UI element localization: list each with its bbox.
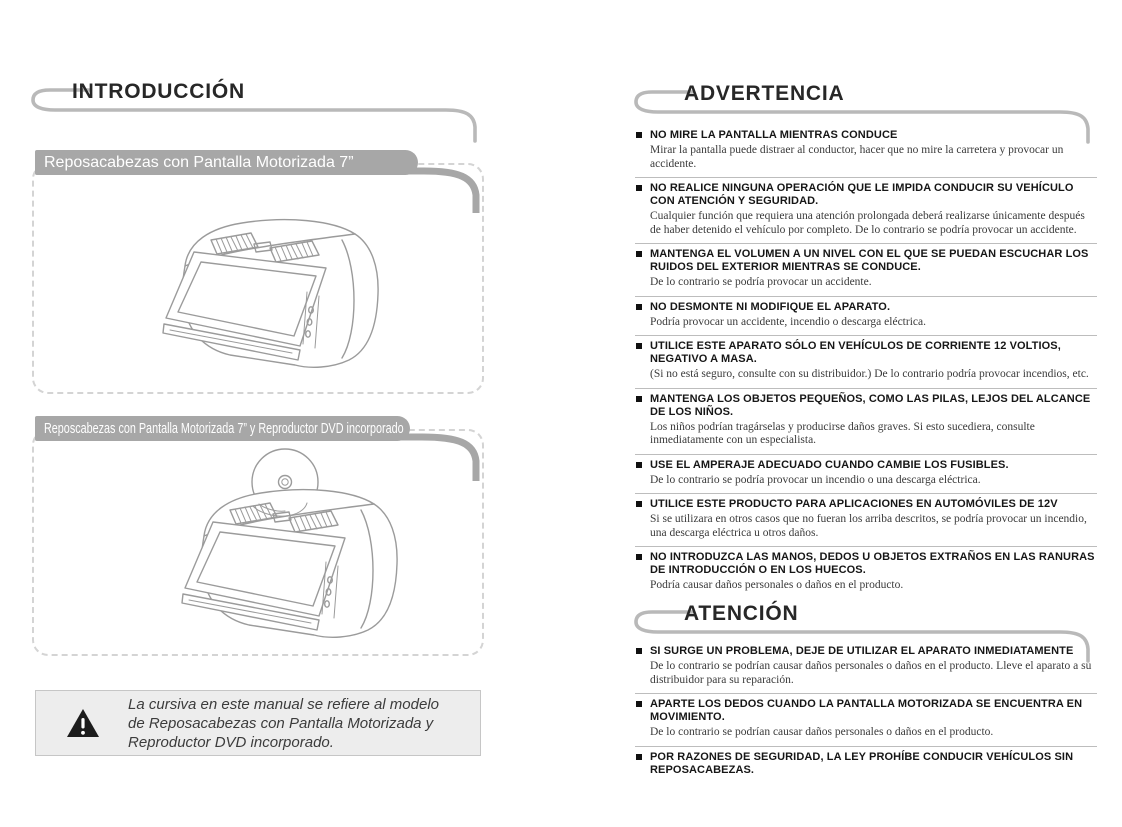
warning-item-heading: NO REALICE NINGUNA OPERACIÓN QUE LE IMPIDA CONDUCIR SU VEHÍCULO CON ATENCIÓN Y SEGURIDAD. (650, 182, 1074, 207)
bullet-square-icon (636, 396, 642, 402)
intro-section-title: INTRODUCCIÓN (72, 80, 245, 103)
warning-item-body: Cualquier función que requiera una atención prolongada deberá realizarse únicamente después de haber detenido el vehículo por completo. De lo contrario se podría provocar un accidente. (650, 210, 1085, 236)
bullet-square-icon (636, 185, 642, 191)
warning-item (635, 641, 1097, 694)
headrest-monitor-illustration (118, 192, 403, 387)
warning-item-heading: NO MIRE LA PANTALLA MIENTRAS CONDUCE (650, 129, 898, 141)
warning-item-heading: USE EL AMPERAJE ADECUADO CUANDO CAMBIE LOS FUSIBLES. (650, 458, 1009, 471)
bullet-square-icon (636, 251, 642, 257)
headrest-monitor-dvd-illustration (135, 438, 425, 650)
warning-item-body: Mirar la pantalla puede distraer al conductor, hacer que no mire la carretera y provocar un accidente. (650, 144, 1064, 170)
note-text: La cursiva en este manual se refiere al modelo de Reposacabezas con Pantalla Motorizada y Reproductor DVD incorporado. (128, 695, 440, 751)
warning-item-body: Si se utilizara en otros casos que no fueran los arriba descritos, se podría provocar un incendio, una descarga eléctrica u otros daños. (650, 513, 1087, 539)
warning-item (635, 178, 1097, 244)
bullet-square-icon (636, 754, 642, 760)
bullet-square-icon (636, 343, 642, 349)
warning-item (635, 547, 1097, 599)
atencion-warning-list (635, 641, 1097, 827)
product1-banner (35, 150, 418, 175)
warning-item-body: De lo contrario se podrían causar daños personales o daños en el producto. Lleve el aparato a su distribuidor para su reparación. (650, 660, 1092, 686)
warning-item (635, 336, 1097, 389)
warning-item-heading: UTILICE ESTE PRODUCTO PARA APLICACIONES EN AUTOMÓVILES DE 12V (650, 498, 1058, 510)
product2-banner-label: Reposcabezas con Pantalla Motorizada 7” y Reproductor DVD incorporado (44, 420, 404, 437)
atencion-section-title: ATENCIÓN (684, 602, 799, 625)
warning-item (635, 389, 1097, 455)
warning-item-heading: MANTENGA EL VOLUMEN A UN NIVEL CON EL QUE SE PUEDAN ESCUCHAR LOS RUIDOS DEL EXTERIOR MIENTRAS SE CONDUCE. (650, 248, 1089, 273)
warning-item (635, 747, 1097, 783)
warning-item-body: Los niños podrían tragárselas y producirse daños graves. Si esto sucediera, consulte inmediatamente con un especialista. (650, 420, 1035, 446)
product2-banner (35, 416, 410, 441)
warning-item-heading: NO INTRODUZCA LAS MANOS, DEDOS U OBJETOS EXTRAÑOS EN LAS RANURAS DE INTRODUCCIÓN O EN LOS HUECOS. (650, 551, 1095, 576)
italics-note-box (35, 690, 481, 756)
warning-item-heading: UTILICE ESTE APARATO SÓLO EN VEHÍCULOS DE CORRIENTE 12 VOLTIOS, NEGATIVO A MASA. (650, 340, 1061, 365)
bullet-square-icon (636, 701, 642, 707)
bullet-square-icon (636, 462, 642, 468)
warning-item-body: Podría causar daños personales o daños en el producto. (650, 579, 904, 591)
warning-item (635, 125, 1097, 178)
warning-item (635, 694, 1097, 747)
warning-item-heading: MANTENGA LOS OBJETOS PEQUEÑOS, COMO LAS PILAS, LEJOS DEL ALCANCE DE LOS NIÑOS. (650, 392, 1091, 418)
warning-item (635, 297, 1097, 337)
bullet-square-icon (636, 501, 642, 507)
bullet-square-icon (636, 132, 642, 138)
warning-item-body: De lo contrario se podría provocar un accidente. (650, 276, 872, 288)
warning-item-heading: APARTE LOS DEDOS CUANDO LA PANTALLA MOTORIZADA SE ENCUENTRA EN MOVIMIENTO. (650, 698, 1083, 723)
warning-item (635, 455, 1097, 495)
warning-item-heading: NO DESMONTE NI MODIFIQUE EL APARATO. (650, 300, 891, 313)
warning-item-heading: SI SURGE UN PROBLEMA, DEJE DE UTILIZAR EL APARATO INMEDIATAMENTE (650, 645, 1074, 657)
warning-triangle-icon (66, 708, 100, 738)
warning-item-body: Podría provocar un accidente, incendio o descarga eléctrica. (650, 315, 926, 328)
warning-item-body: De lo contrario se podría provocar un incendio o una descarga eléctrica. (650, 473, 981, 486)
bullet-square-icon (636, 304, 642, 310)
advertencia-section-title: ADVERTENCIA (684, 82, 845, 105)
product1-banner-label: Reposacabezas con Pantalla Motorizada 7” (44, 154, 354, 171)
warning-item-body: (Si no está seguro, consulte con su distribuidor.) De lo contrario podría provocar incendios, etc. (650, 368, 1089, 380)
warning-item (635, 244, 1097, 297)
warning-item (635, 494, 1097, 547)
warning-item-heading: POR RAZONES DE SEGURIDAD, LA LEY PROHÍBE CONDUCIR VEHÍCULOS SIN REPOSACABEZAS. (650, 750, 1074, 776)
bullet-square-icon (636, 554, 642, 560)
advertencia-warning-list (635, 125, 1097, 599)
bullet-square-icon (636, 648, 642, 654)
warning-item-body: De lo contrario se podrían causar daños personales o daños en el producto. (650, 726, 994, 738)
